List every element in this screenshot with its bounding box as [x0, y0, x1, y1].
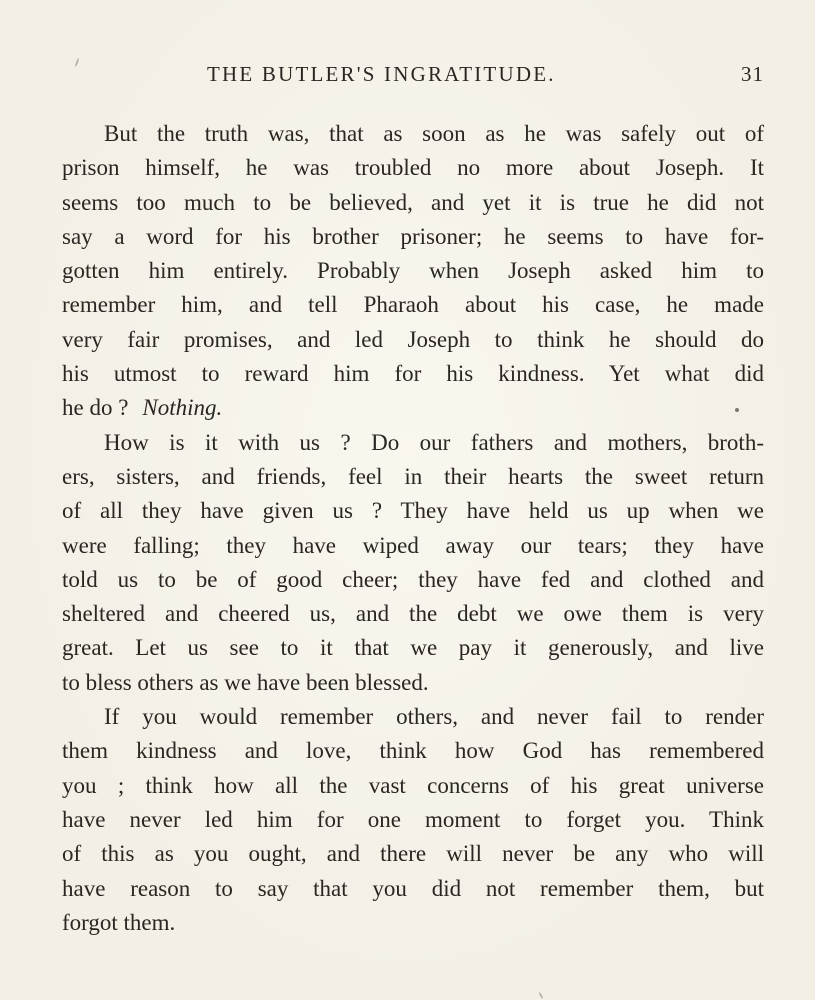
text-line: But the truth was, that as soon as he was safely out of: [104, 121, 764, 146]
text-line: prison himself, he was troubled no more about Joseph. It: [62, 155, 764, 181]
text-line: If you would remember others, and never fail to render: [104, 704, 764, 730]
text-line: remember him, and tell Pharaoh about his case, he made: [62, 292, 764, 318]
text-line: say a word for his brother prisoner; he seems to have for-: [62, 223, 764, 249]
text-line: of this as you ought, and there will never be any who will: [62, 841, 764, 867]
running-head: [62, 62, 764, 92]
text-line: very fair promises, and led Joseph to think he should do: [62, 326, 764, 352]
emphasis-text: Nothing.: [142, 395, 223, 421]
text-line: ers, sisters, and friends, feel in their hearts the sweet return: [62, 463, 764, 489]
text-line: were falling; they have wiped away our tears; they have: [62, 532, 764, 558]
paragraph-1: [62, 117, 764, 426]
text-line: his utmost to reward him for his kindness. Yet what did: [62, 361, 764, 387]
text-line: seems too much to be believed, and yet it is true he did not: [62, 189, 764, 215]
paragraph-2: [62, 426, 764, 700]
ink-speck: [735, 408, 739, 412]
text-line: sheltered and cheered us, and the debt we owe them is very: [62, 601, 764, 627]
text-line: have never led him for one moment to forget you. Think: [62, 806, 764, 832]
text-line: have reason to say that you did not remember them, but: [62, 875, 764, 901]
text-line: of all they have given us ? They have held us up when we: [62, 498, 764, 524]
text-line: gotten him entirely. Probably when Joseph asked him to: [62, 258, 764, 284]
ink-speck: [538, 992, 543, 999]
text-line: told us to be of good cheer; they have fed and clothed and: [62, 566, 764, 592]
body-text: [62, 117, 764, 940]
text-line: forgot them.: [62, 909, 176, 935]
text-line: [62, 391, 764, 425]
page-number: 31: [741, 62, 764, 86]
text-line: to bless others as we have been blessed.: [62, 669, 429, 695]
text-line: How is it with us ? Do our fathers and mothers, broth-: [104, 429, 764, 455]
text-fragment: he do ?: [62, 395, 129, 421]
text-line: them kindness and love, think how God has remembered: [62, 738, 764, 764]
running-title: THE BUTLER'S INGRATITUDE.: [207, 62, 556, 86]
text-line: you ; think how all the vast concerns of his great universe: [62, 772, 764, 798]
paragraph-3: [62, 700, 764, 940]
text-line: great. Let us see to it that we pay it generously, and live: [62, 635, 764, 661]
